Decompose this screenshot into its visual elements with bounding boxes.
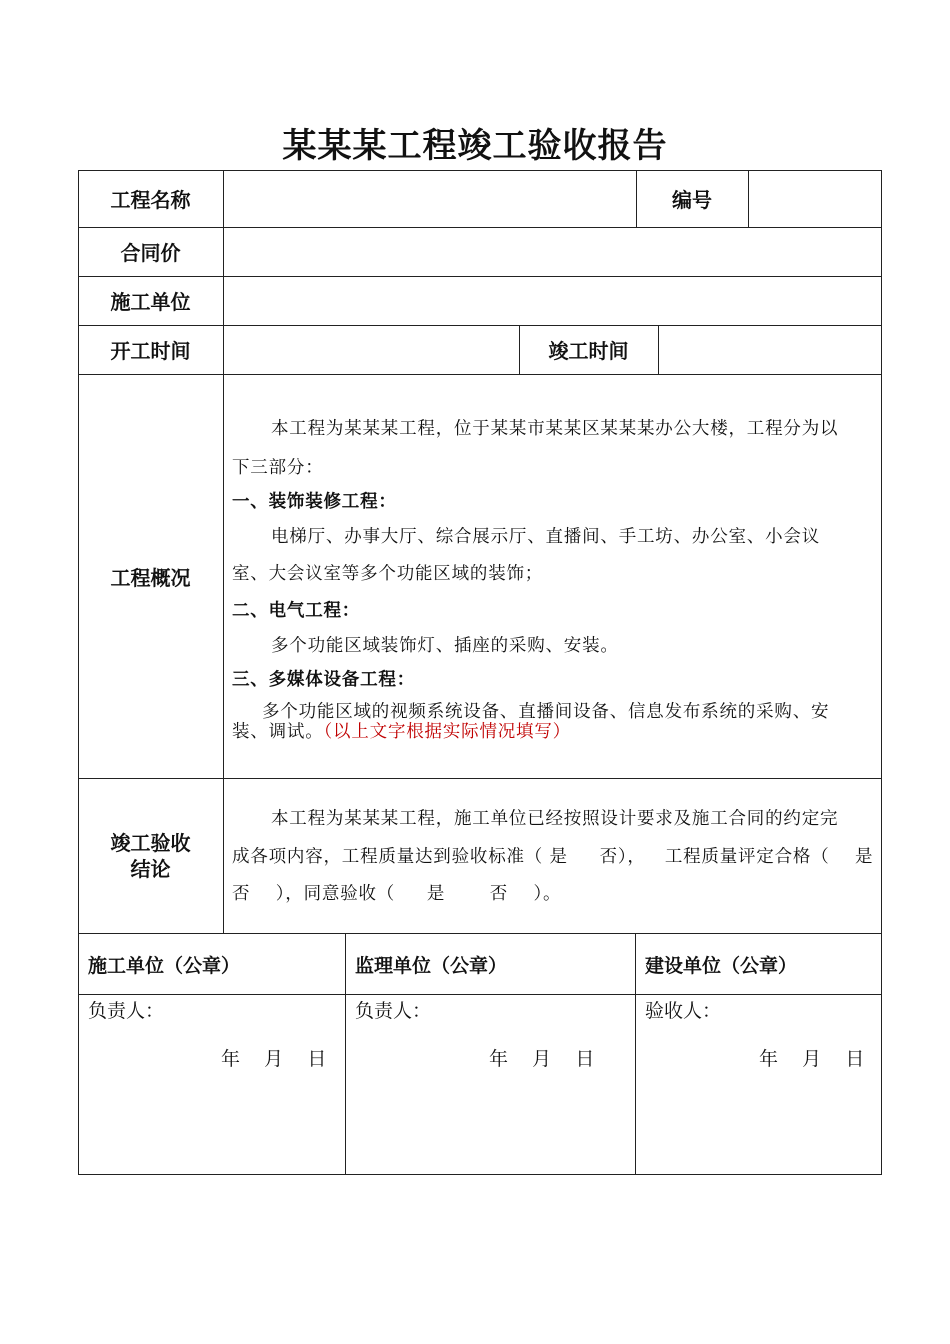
conclusion-label [78,778,223,933]
contract-price-label: 合同价 [120,241,181,265]
conclusion-label-line1: 竣工验收 [110,830,191,855]
table-border-bottom [78,1174,882,1175]
table-border-right [881,170,882,1175]
contractor-field[interactable] [224,277,881,325]
owner-seal-header: 建设单位（公章） [645,955,798,977]
conclusion-line2: 成各项内容，工程质量达到验收标准（ 是 否）， 工程质量评定合格（ 是 [232,847,874,867]
start-time-label: 开工时间 [110,339,191,363]
overview-note: （以上文字根据实际情况填写） [323,722,571,742]
overview-intro-line1: 本工程为某某某工程，位于某某市某某区某某某办公大楼，工程分为以 [271,419,839,439]
overview-part2-heading: 二、电气工程： [232,601,361,621]
overview-part3-line1: 多个功能区域的视频系统设备、直播间设备、信息发布系统的采购、安 [262,702,830,722]
signature-divider [635,933,636,1174]
supervisor-person-label: 负责人： [355,1000,432,1022]
supervisor-seal-header: 监理单位（公章） [355,955,508,977]
number-label: 编号 [672,188,712,212]
overview-part2-line1: 多个功能区域装饰灯、插座的采购、安装。 [271,636,619,656]
project-name-label: 工程名称 [110,188,191,212]
acceptance-form [78,170,882,1175]
overview-part3-heading: 三、多媒体设备工程： [232,670,415,690]
supervisor-date: 年 月 日 [489,1048,595,1070]
number-field[interactable] [749,171,881,227]
page-title: 某某某工程竣工验收报告 [282,126,668,166]
contractor-date: 年 月 日 [221,1048,327,1070]
owner-date: 年 月 日 [759,1048,865,1070]
overview-part3-line2-wrap [232,718,872,743]
overview-part1-heading: 一、装饰装修工程： [232,492,397,512]
completion-time-field[interactable] [659,326,881,374]
overview-part1-line2: 室、大会议室等多个功能区域的装饰； [232,564,544,584]
row-divider [78,933,882,934]
conclusion-line3: 否 ），同意验收（ 是 否 ）。 [232,884,562,904]
overview-label: 工程概况 [110,565,191,590]
overview-intro-line2: 下三部分： [232,458,324,478]
contractor-label: 施工单位 [110,290,191,314]
signature-divider [345,933,346,1174]
contractor-seal-header: 施工单位（公章） [88,955,241,977]
completion-time-label: 竣工时间 [548,339,629,363]
overview-part1-line1: 电梯厅、办事大厅、综合展示厅、直播间、手工坊、办公室、小会议 [271,527,820,547]
overview-part3-line2: 装、调试。 [232,722,324,742]
row-divider [78,994,882,995]
contract-price-field[interactable] [224,228,881,276]
contractor-person-label: 负责人： [88,1000,165,1022]
project-name-field[interactable] [224,171,636,227]
conclusion-line1: 本工程为某某某工程，施工单位已经按照设计要求及施工合同的约定完 [271,809,839,829]
conclusion-label-line2: 结论 [130,856,171,881]
start-time-field[interactable] [224,326,519,374]
owner-person-label: 验收人： [645,1000,722,1022]
